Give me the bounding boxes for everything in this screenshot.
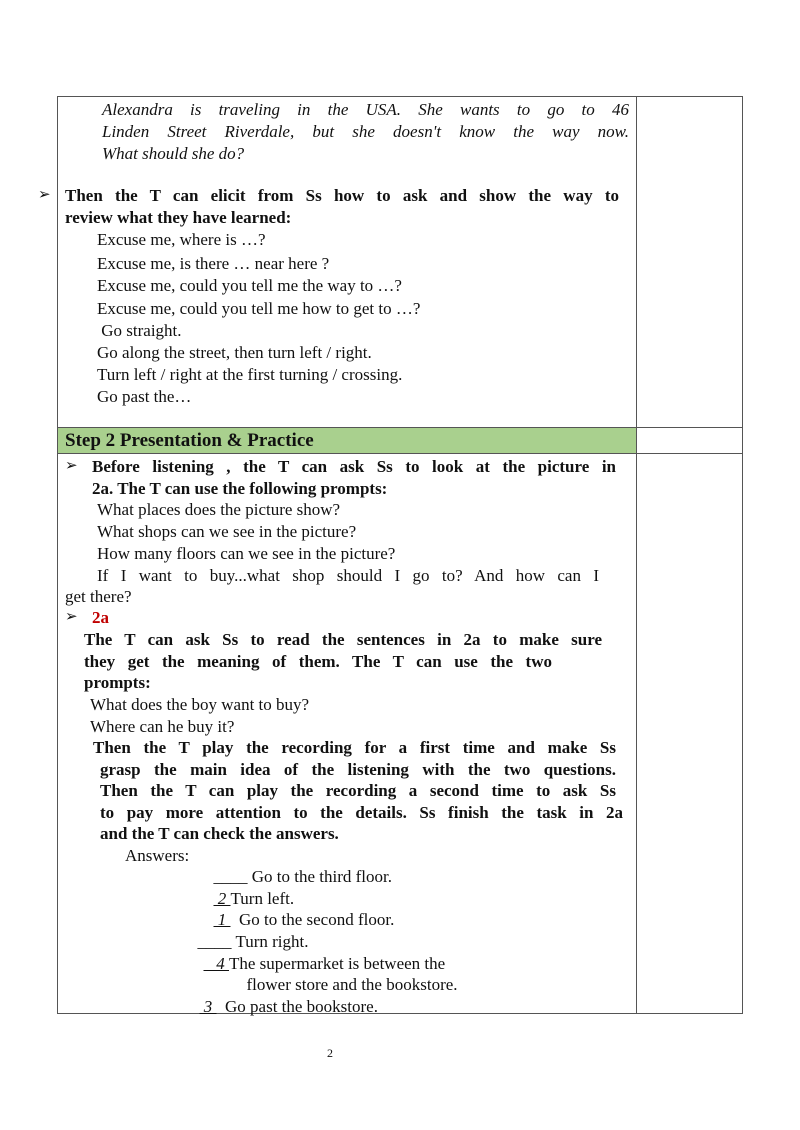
bullet-arrow-icon: ➢: [65, 609, 78, 625]
elicit-line-2: review what they have learned:: [65, 208, 292, 227]
play-line: Then the T play the recording for a first time and make Ss: [93, 738, 616, 757]
intro-line-3: What should she do?: [102, 144, 245, 163]
answer-row: [191, 975, 378, 1017]
prompt-item: What places does the picture show?: [97, 500, 341, 519]
answer-number: _4: [203, 954, 229, 973]
play-line: Then the T can play the recording a second time to ask Ss: [100, 781, 616, 800]
phrase-item: Excuse me, could you tell me how to get to …?: [97, 299, 421, 318]
phrase-item: Excuse me, where is …?: [97, 230, 266, 249]
phrase-item: Excuse me, could you tell me the way to …?: [97, 276, 402, 295]
question-item: Where can he buy it?: [90, 717, 235, 736]
bullet-arrow-icon: ➢: [65, 458, 78, 474]
intro-line-2: Linden Street Riverdale, but she doesn't know the way now.: [102, 122, 629, 141]
intro-line-1: Alexandra is traveling in the USA. She wants to go to 46: [102, 100, 629, 119]
answer-number: ____: [213, 867, 248, 886]
task-2a-label: 2a: [92, 608, 109, 627]
play-line: and the T can check the answers.: [100, 824, 339, 843]
before-listening-line-1: Before listening , the T can ask Ss to look at the picture in: [92, 457, 616, 476]
answer-text: The supermarket is between the: [229, 954, 446, 973]
column-divider: [636, 96, 637, 1014]
answer-number: 3: [199, 997, 217, 1016]
step-2-heading: Step 2 Presentation & Practice: [65, 430, 314, 451]
answer-text: Turn right.: [231, 932, 309, 951]
prompt-continuation: get there?: [65, 587, 132, 606]
read-line: they get the meaning of them. The T can use the two: [84, 652, 552, 671]
prompt-item: What shops can we see in the picture?: [97, 522, 357, 541]
play-line: grasp the main idea of the listening with the two questions.: [100, 760, 616, 779]
before-listening-line-2: 2a. The T can use the following prompts:: [92, 479, 388, 498]
answer-number: 2: [213, 889, 231, 908]
read-line: prompts:: [84, 673, 151, 692]
question-item: What does the boy want to buy?: [90, 695, 310, 714]
elicit-line-1: Then the T can elicit from Ss how to ask and show the way to: [65, 186, 619, 205]
answer-number: ____: [197, 932, 232, 951]
answer-text: Turn left.: [230, 889, 295, 908]
answer-text: Go to the third floor.: [247, 867, 392, 886]
phrase-item: Go straight.: [97, 321, 182, 340]
phrase-item: Turn left / right at the first turning / crossing.: [97, 365, 403, 384]
answer-text: Go past the bookstore.: [216, 997, 378, 1016]
phrase-item: Go along the street, then turn left / right.: [97, 343, 372, 362]
bullet-arrow-icon: ➢: [38, 187, 51, 203]
answer-text: Go to the second floor.: [230, 910, 395, 929]
phrase-item: Excuse me, is there … near here ?: [97, 254, 330, 273]
read-line: The T can ask Ss to read the sentences in 2a to make sure: [84, 630, 602, 649]
page-number: 2: [327, 1046, 333, 1060]
prompt-item: If I want to buy...what shop should I go to? And how can I: [97, 566, 599, 585]
prompt-item: How many floors can we see in the picture?: [97, 544, 396, 563]
play-line: to pay more attention to the details. Ss finish the task in 2a: [100, 803, 623, 822]
answer-number: 1: [213, 910, 231, 929]
answers-label: Answers:: [125, 846, 190, 865]
answer-text: flower store and the bookstore.: [246, 975, 458, 994]
phrase-item: Go past the…: [97, 387, 192, 406]
